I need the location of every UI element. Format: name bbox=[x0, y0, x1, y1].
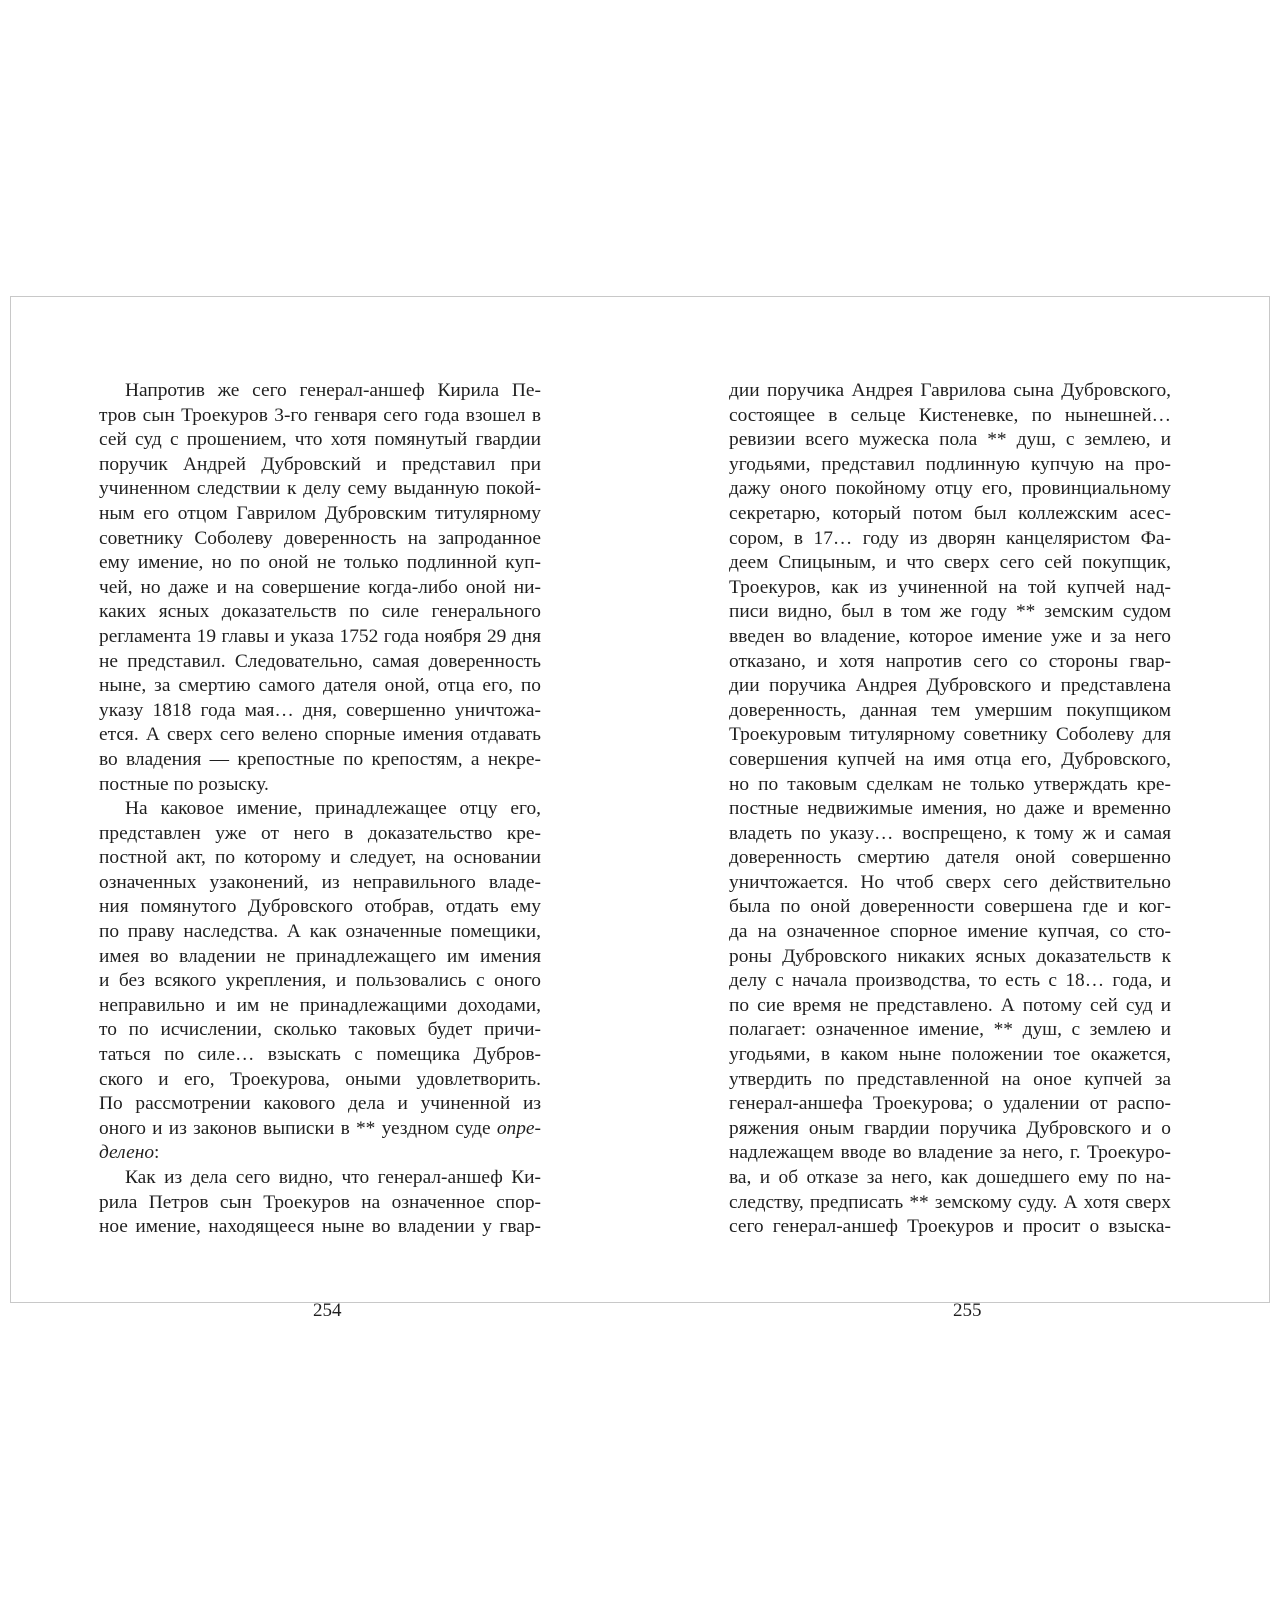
text-line: Напротив же сего генерал-аншеф Кирила Пе- bbox=[125, 380, 541, 401]
text-line: постной акт, по которому и следует, на основании bbox=[99, 847, 541, 869]
text-line: введен во владение, которое имение уже и за него bbox=[729, 625, 1171, 647]
left-page bbox=[99, 379, 541, 1321]
text-line: представлен уже от него в доказательство кре- bbox=[99, 822, 541, 844]
text-line: совершения купчей на имя отца его, Дубровского, bbox=[729, 748, 1171, 770]
text-line: ряжения оным гвардии поручика Дубровского и о bbox=[729, 1117, 1171, 1139]
text-line: поручик Андрей Дубровский и представил при bbox=[99, 453, 541, 475]
text-line: доверенность, данная тем умершим покупщиком bbox=[729, 699, 1171, 721]
text-line: регламента 19 главы и указа 1752 года ноября 29 дня bbox=[99, 625, 541, 647]
text-line: ния помянутого Дубровского отобрав, отдать ему bbox=[99, 896, 541, 918]
text-line: надлежащем вводе во владение за него, г. Троекуро- bbox=[729, 1142, 1171, 1164]
text-fragment: : bbox=[154, 1142, 160, 1164]
book-spread bbox=[10, 296, 1270, 1321]
text-line: дии поручика Андрея Дубровского и представлена bbox=[729, 675, 1171, 697]
text-line: владеть по указу… воспрещено, к тому ж и самая bbox=[729, 822, 1171, 844]
text-line: На каковое имение, принадлежащее отцу его, bbox=[125, 798, 541, 820]
text-line: сего генерал-аншеф Троекуров и просит о взыска- bbox=[729, 1216, 1171, 1238]
text-line: ва, и об отказе за него, как дошедшего ему по на- bbox=[729, 1167, 1171, 1188]
text-line: ныне, за смертию самого дателя оной, отца его, по bbox=[99, 675, 541, 697]
italic-fragment: делено bbox=[99, 1142, 155, 1164]
text-line: рила Петров сын Троекуров на означенное спор- bbox=[99, 1191, 541, 1213]
text-line: ное имение, находящееся ныне во владении у гвар- bbox=[99, 1216, 541, 1238]
text-line: тров сын Троекуров 3-го генваря сего года взошел в bbox=[99, 404, 541, 426]
page-number-right: 255 bbox=[953, 1300, 982, 1321]
text-line: каких ясных доказательств по силе генерального bbox=[99, 601, 541, 623]
text-line: утвердить по представленной на оное купчей за bbox=[729, 1068, 1171, 1090]
text-line: Как из дела сего видно, что генерал-аншеф Ки- bbox=[125, 1167, 541, 1188]
text-line: угодьями, представил подлинную купчую на про- bbox=[729, 453, 1171, 475]
text-line: но по таковым сделкам не только утверждать кре- bbox=[729, 773, 1171, 795]
text-line: дажу оного покойному отцу его, провинциальному bbox=[729, 478, 1171, 500]
text-line: состоящее в сельце Кистеневке, по нынешней… bbox=[729, 404, 1171, 426]
text-line: ется. А сверх сего велено спорные имения отдавать bbox=[99, 724, 541, 746]
text-line: генерал-аншефа Троекурова; о удалении от распо- bbox=[729, 1093, 1171, 1115]
text-line: по праву наследства. А как означенные помещики, bbox=[99, 921, 541, 943]
right-page-text bbox=[729, 379, 1171, 1238]
text-line: писи видно, был в том же году ** земским судом bbox=[729, 601, 1171, 623]
text-line: неправильно и им не принадлежащими доходами, bbox=[99, 994, 541, 1016]
text-line: По рассмотрении какового дела и учиненной из bbox=[99, 1093, 541, 1115]
text-line: угодьями, в каком ныне положении тое окажется, bbox=[729, 1044, 1171, 1066]
text-line: то по исчислении, сколько таковых будет причи- bbox=[99, 1019, 541, 1041]
text-line: делу с начала производства, то есть с 18… года, и bbox=[729, 970, 1171, 992]
text-line: секретарю, который потом был коллежским асес- bbox=[729, 502, 1171, 524]
text-line: сей суд с прошением, что хотя помянутый гвардии bbox=[99, 429, 541, 451]
text-line: ревизии всего мужеска пола ** душ, с землею, и bbox=[729, 429, 1171, 451]
text-line: доверенность смертию дателя оной совершенно bbox=[729, 847, 1171, 869]
right-page bbox=[729, 379, 1171, 1321]
text-line: была по оной доверенности совершена где и ког- bbox=[729, 896, 1171, 918]
text-line: имея во владении не принадлежащего им имения bbox=[99, 945, 541, 967]
text-line: да на означенное спорное имение купчая, со сто- bbox=[729, 921, 1171, 943]
text-line: уничтожается. Но чтоб сверх сего действительно bbox=[729, 871, 1171, 893]
text-line: отказано, и хотя напротив сего со стороны гвар- bbox=[729, 650, 1171, 672]
text-line: Троекуровым титулярному советнику Соболеву для bbox=[729, 724, 1171, 746]
text-line: деем Спицыным, и что сверх сего сей покупщик, bbox=[729, 552, 1171, 574]
text-line: ным его отцом Гаврилом Дубровским титулярному bbox=[99, 502, 541, 524]
text-line: следству, предписать ** земскому суду. А хотя сверх bbox=[729, 1191, 1171, 1213]
text-line: полагает: означенное имение, ** душ, с землею и bbox=[729, 1019, 1171, 1041]
text-line: учиненном следствии к делу сему выданную покой- bbox=[99, 478, 541, 500]
text-line: постные по розыску. bbox=[99, 773, 269, 795]
text-line: постные недвижимые имения, но даже и временно bbox=[729, 798, 1171, 820]
italic-fragment: опре- bbox=[496, 1117, 541, 1139]
page-number-left: 254 bbox=[313, 1300, 342, 1321]
text-line: означенных узаконений, из неправильного владе- bbox=[99, 871, 541, 893]
left-page-text bbox=[99, 379, 541, 1238]
text-fragment: оного и из законов выписки в ** уездном суде bbox=[99, 1117, 497, 1139]
text-line: указу 1818 года мая… дня, совершенно уничтожа- bbox=[99, 699, 541, 721]
text-line: во владения — крепостные по крепостям, а некре- bbox=[99, 748, 541, 770]
text-line: чей, но даже и на совершение когда-либо оной ни- bbox=[99, 576, 541, 598]
text-line: ему имение, но по оной не только подлинной куп- bbox=[99, 552, 541, 574]
text-line: не представил. Следовательно, самая доверенность bbox=[99, 650, 541, 672]
text-line: дии поручика Андрея Гаврилова сына Дубровского, bbox=[729, 380, 1171, 401]
text-line: сором, в 17… году из дворян канцеляристом Фа- bbox=[729, 527, 1171, 549]
text-line bbox=[99, 1117, 541, 1142]
text-line: роны Дубровского никаких ясных доказательств к bbox=[729, 945, 1171, 967]
text-line: по сие время не представлено. А потому сей суд и bbox=[729, 994, 1171, 1016]
text-line: советнику Соболеву доверенность на запроданное bbox=[99, 527, 541, 549]
text-line bbox=[99, 1141, 541, 1166]
text-line: ского и его, Троекурова, оными удовлетворить. bbox=[99, 1068, 541, 1090]
text-line: Троекуров, как из учиненной на той купчей над- bbox=[729, 576, 1171, 598]
text-line: и без всякого укрепления, и пользовались с оного bbox=[99, 970, 541, 992]
text-line: таться по силе… взыскать с помещика Дубров- bbox=[99, 1044, 541, 1066]
